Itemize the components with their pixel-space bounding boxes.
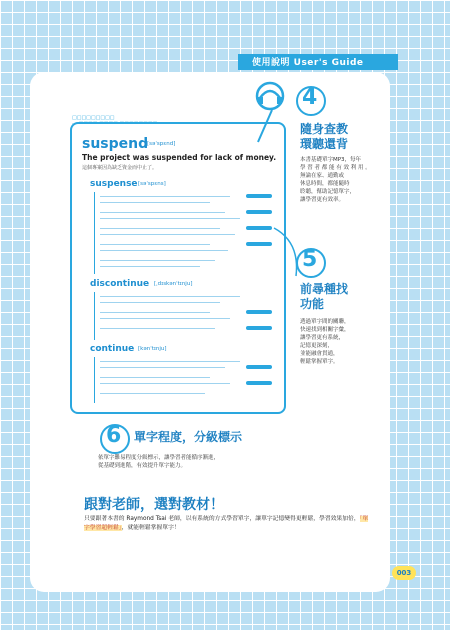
section-4-title: 隨身查教 環聽還背	[300, 122, 349, 151]
headword-suspend-pron: [səˈspɛnd]	[147, 141, 176, 147]
level-marker	[246, 365, 272, 369]
text-line	[100, 383, 230, 384]
headword-suspense: suspense	[90, 179, 138, 189]
header-label: 使用說明 User's Guide	[252, 58, 364, 68]
text-line	[100, 296, 240, 297]
level-marker	[246, 242, 272, 246]
section-6-title: 單字程度，分級標示	[134, 430, 243, 444]
text-line	[100, 361, 240, 362]
section-4-number: 4	[302, 85, 318, 110]
section-6-number: 6	[106, 423, 122, 448]
dictionary-top-notes: □□□□□□□□□	[72, 115, 115, 121]
level-marker	[246, 326, 272, 330]
level-marker	[246, 194, 272, 198]
section-5-number: 5	[302, 247, 318, 272]
text-line	[100, 234, 235, 235]
text-line	[100, 266, 200, 267]
headphone-icon	[246, 80, 306, 150]
level-marker	[246, 381, 272, 385]
text-line	[100, 202, 210, 203]
example-zh: 這個專案因為缺乏資金而中止了。	[82, 165, 158, 171]
text-line	[100, 260, 215, 261]
footer-highlight: 「單字學習超輕鬆」	[84, 516, 369, 531]
entry-rule	[94, 357, 95, 403]
entry-rule	[94, 192, 95, 274]
text-line	[100, 228, 220, 229]
dictionary-sample	[70, 122, 286, 414]
text-line	[100, 302, 220, 303]
section-4-body: 本書基礎單字MP3，每年 學 習 者 都 能 有 效 利 用 。 無論在家、通勤或 休息時間，都能隨時 聆聽，幫助記憶單字， 讓學習更有效率。	[300, 157, 371, 203]
text-line	[100, 312, 210, 313]
entry-rule	[94, 292, 95, 340]
level-marker	[246, 310, 272, 314]
footer-body: 只要跟著本書的 Raymond Tsai 老師，以有系統的方式學習單字，讓單字記憶變得更輕鬆，學習效果加倍，「單字學習超輕鬆」，就能輕鬆掌握單字！	[84, 516, 369, 531]
page-number: 003	[392, 566, 416, 580]
text-line	[100, 393, 205, 394]
level-marker	[246, 210, 272, 214]
headword-suspend: suspend	[82, 136, 149, 152]
headword-discontinue-pron: [ˌdɪskənˈtɪnju]	[154, 281, 193, 287]
headword-continue: continue	[90, 344, 135, 354]
example-en: The project was suspended for lack of money.	[82, 153, 277, 162]
text-line	[100, 250, 228, 251]
text-line	[100, 244, 210, 245]
text-line	[100, 218, 240, 219]
section-5-title: 前尋種找 功能	[300, 282, 349, 311]
headword-discontinue: discontinue	[90, 279, 150, 289]
footer-title: 跟對老師，選對教材！	[84, 497, 224, 513]
text-line	[100, 328, 215, 329]
section-5-body: 透過單字間的關聯， 快速找到相關字彙， 讓學習更有系統， 記憶更深刻， 並能融會貫通， 輕鬆掌握單字。	[300, 319, 350, 365]
text-line	[100, 212, 225, 213]
level-marker	[246, 226, 272, 230]
text-line	[100, 377, 210, 378]
text-line	[100, 367, 225, 368]
text-line	[100, 196, 230, 197]
headword-suspense-pron: [səˈspɛns]	[138, 181, 166, 187]
text-line	[100, 318, 230, 319]
section-6-body: 依單字難易程度分級標示，讓學習者能循序漸進， 從基礎到進階，有效提升單字能力。	[98, 455, 220, 469]
headword-continue-pron: [kənˈtɪnju]	[138, 346, 167, 352]
